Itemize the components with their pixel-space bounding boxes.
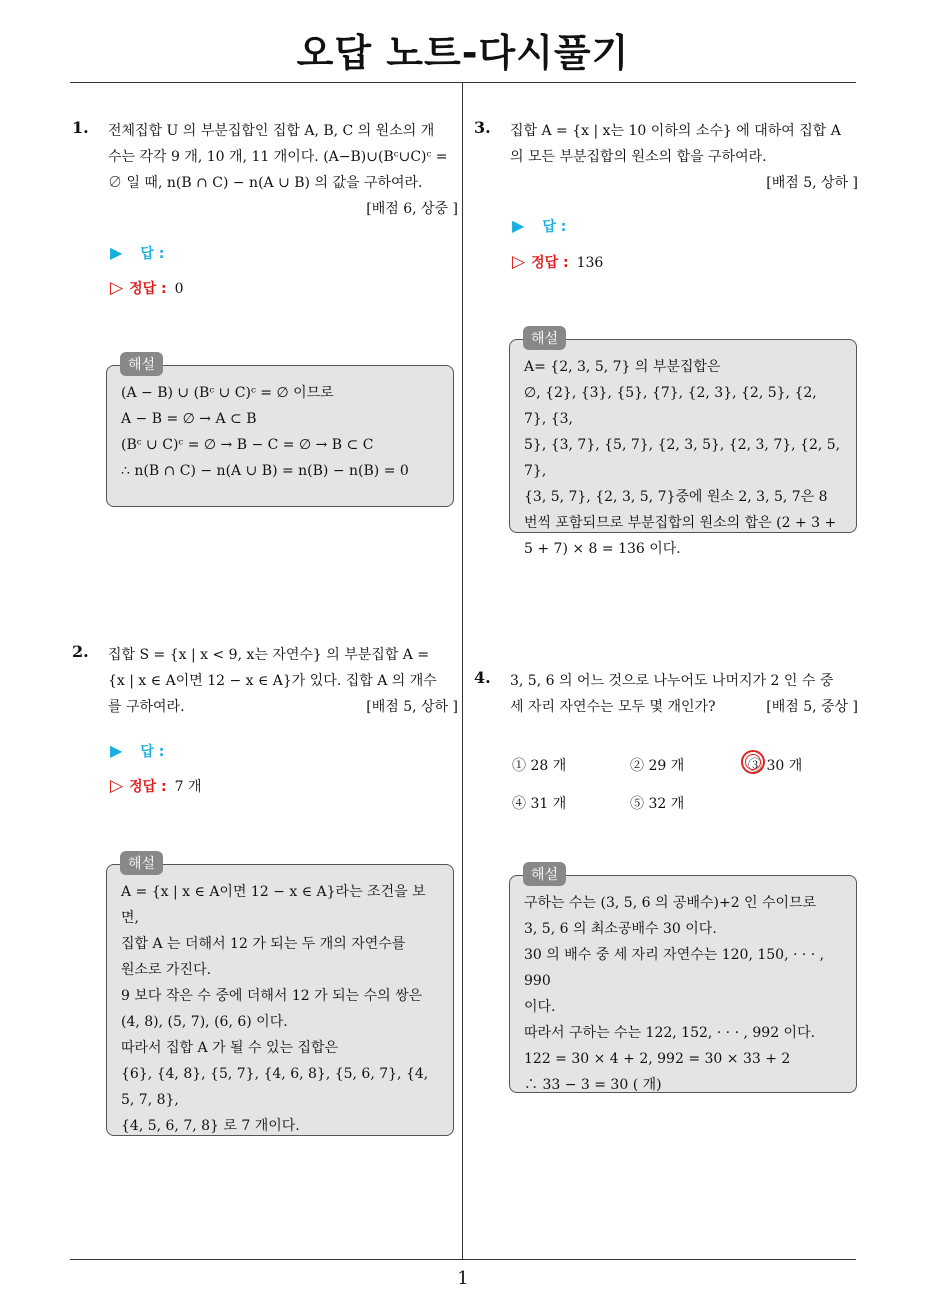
question-last-line [510, 694, 858, 720]
question-number: 4. [474, 668, 491, 687]
solution-line: 9 보다 작은 수 중에 더해서 12 가 되는 수의 쌍은 [121, 988, 423, 1004]
question-line: {x | x ∈ A이면 12 − x ∈ A}가 있다. 집합 A 의 개수 [108, 673, 437, 689]
solution-line: ∴ 33 − 3 = 30 ( 개) [524, 1077, 662, 1093]
correct-label: 정답 : [129, 779, 167, 795]
question-line: 집합 S = {x | x < 9, x는 자연수} 의 부분집합 A = [108, 647, 430, 663]
solution-line: (Bᶜ ∪ C)ᶜ = ∅ → B − C = ∅ → B ⊂ C [121, 437, 374, 453]
choice-4: ④ 31 개 [512, 796, 567, 812]
question-number: 2. [72, 642, 89, 661]
question-line: 3, 5, 6 의 어느 것으로 나누어도 나머지가 2 인 수 중 [510, 673, 834, 689]
solution-box [509, 339, 857, 557]
question-line: 전체집합 U 의 부분집합인 집합 A, B, C 의 원소의 개 [108, 123, 435, 139]
solution-line: 3, 5, 6 의 최소공배수 30 이다. [524, 921, 717, 937]
footer-rule [70, 1259, 856, 1260]
solution-box [509, 875, 857, 1093]
question-last-line [108, 694, 458, 720]
correct-answer-value: 7 개 [174, 779, 202, 795]
solution-line: 이다. [524, 999, 556, 1015]
choice-3: ③ 30 개 [748, 758, 803, 774]
outline-arrow-icon: ▷ [110, 776, 124, 796]
solution-tag: 해설 [523, 326, 566, 350]
page-title: 오답 노트-다시풀기 [296, 31, 630, 75]
solution-tag: 해설 [523, 862, 566, 886]
question-line: 수는 각각 9 개, 10 개, 11 개이다. (A−B)∪(Bᶜ∪C)ᶜ = [108, 149, 448, 165]
solution-line: 따라서 구하는 수는 122, 152, · · · , 992 이다. [524, 1025, 816, 1041]
solution-line: A − B = ∅ → A ⊂ B [121, 411, 257, 427]
solution-line: A= {2, 3, 5, 7} 의 부분집합은 [524, 359, 721, 375]
score-label: [배점 5, 중상 ] [766, 699, 858, 715]
solution-tag: 해설 [120, 851, 163, 875]
solution-line: 면, [121, 910, 139, 926]
play-arrow-icon: ▶ [512, 216, 525, 235]
answer-row [110, 741, 164, 761]
correct-answer-value: 136 [576, 255, 604, 271]
correct-answer-row [512, 252, 603, 272]
solution-line: 5 + 7) × 8 = 136 이다. [524, 541, 681, 557]
solution-line: (4, 8), (5, 7), (6, 6) 이다. [121, 1014, 288, 1030]
correct-answer-row [110, 278, 184, 298]
play-arrow-icon: ▶ [110, 243, 123, 262]
question-line: 를 구하여라. [108, 699, 185, 715]
red-inner-circle-icon [745, 754, 761, 770]
solution-line: 5}, {3, 7}, {5, 7}, {2, 3, 5}, {2, 3, 7}, {2, 5, 7}, [524, 437, 841, 479]
question-line: ∅ 일 때, n(B ∩ C) − n(A ∪ B) 의 값을 구하여라. [108, 175, 423, 191]
question-line: 의 모든 부분집합의 원소의 합을 구하여라. [510, 149, 767, 165]
score-label: [배점 6, 상중 ] [366, 201, 458, 217]
question-text [510, 118, 858, 196]
solution-tag: 해설 [120, 352, 163, 376]
answer-row [512, 216, 566, 236]
answer-label: 답 : [140, 246, 165, 262]
page-number: 1 [457, 1268, 469, 1289]
solution-box [106, 365, 454, 507]
solution-line: ∴ n(B ∩ C) − n(A ∪ B) = n(B) − n(B) = 0 [121, 463, 409, 479]
play-arrow-icon: ▶ [110, 741, 123, 760]
solution-line: 원소로 가진다. [121, 962, 212, 978]
score-label: [배점 5, 상하 ] [766, 175, 858, 191]
correct-label: 정답 : [531, 255, 569, 271]
solution-line: 30 의 배수 중 세 자리 자연수는 120, 150, · · · , 990 [524, 947, 825, 989]
solution-box [106, 864, 454, 1136]
solution-line: ∅, {2}, {3}, {5}, {7}, {2, 3}, {2, 5}, {2, 7}, {3, [524, 385, 817, 427]
question-line: 세 자리 자연수는 모두 몇 개인가? [510, 699, 716, 715]
answer-label: 답 : [140, 744, 165, 760]
question-number: 1. [72, 118, 89, 137]
outline-arrow-icon: ▷ [110, 278, 124, 298]
header-rule [70, 82, 856, 83]
solution-line: {3, 5, 7}, {2, 3, 5, 7}중에 원소 2, 3, 5, 7은 8 [524, 489, 828, 505]
solution-line: 구하는 수는 (3, 5, 6 의 공배수)+2 인 수이므로 [524, 895, 817, 911]
score-label: [배점 5, 상하 ] [366, 699, 458, 715]
solution-line: 집합 A 는 더해서 12 가 되는 두 개의 자연수를 [121, 936, 406, 952]
choice-1: ① 28 개 [512, 758, 567, 774]
solution-line: (A − B) ∪ (Bᶜ ∪ C)ᶜ = ∅ 이므로 [121, 385, 334, 401]
answer-row [110, 243, 164, 263]
solution-line: 번씩 포함되므로 부분집합의 원소의 합은 (2 + 3 + [524, 515, 837, 531]
solution-line: {4, 5, 6, 7, 8} 로 7 개이다. [121, 1118, 300, 1134]
correct-answer-row [110, 776, 202, 796]
question-text [108, 118, 458, 222]
question-number: 3. [474, 118, 491, 137]
correct-answer-value: 0 [174, 281, 184, 297]
question-text [108, 642, 458, 720]
solution-line: 122 = 30 × 4 + 2, 992 = 30 × 33 + 2 [524, 1051, 791, 1067]
choice-2: ② 29 개 [630, 758, 685, 774]
question-text [510, 668, 858, 720]
solution-line: 따라서 집합 A 가 될 수 있는 집합은 [121, 1040, 339, 1056]
outline-arrow-icon: ▷ [512, 252, 526, 272]
column-divider [462, 83, 463, 1260]
choice-5: ⑤ 32 개 [630, 796, 685, 812]
solution-line: A = {x | x ∈ A이면 12 − x ∈ A}라는 조건을 보 [121, 884, 426, 900]
question-line: 집합 A = {x | x는 10 이하의 소수} 에 대하여 집합 A [510, 123, 841, 139]
answer-label: 답 : [542, 219, 567, 235]
correct-label: 정답 : [129, 281, 167, 297]
solution-line: {6}, {4, 8}, {5, 7}, {4, 6, 8}, {5, 6, 7}, {4, 5, 7, 8}, [121, 1066, 429, 1108]
